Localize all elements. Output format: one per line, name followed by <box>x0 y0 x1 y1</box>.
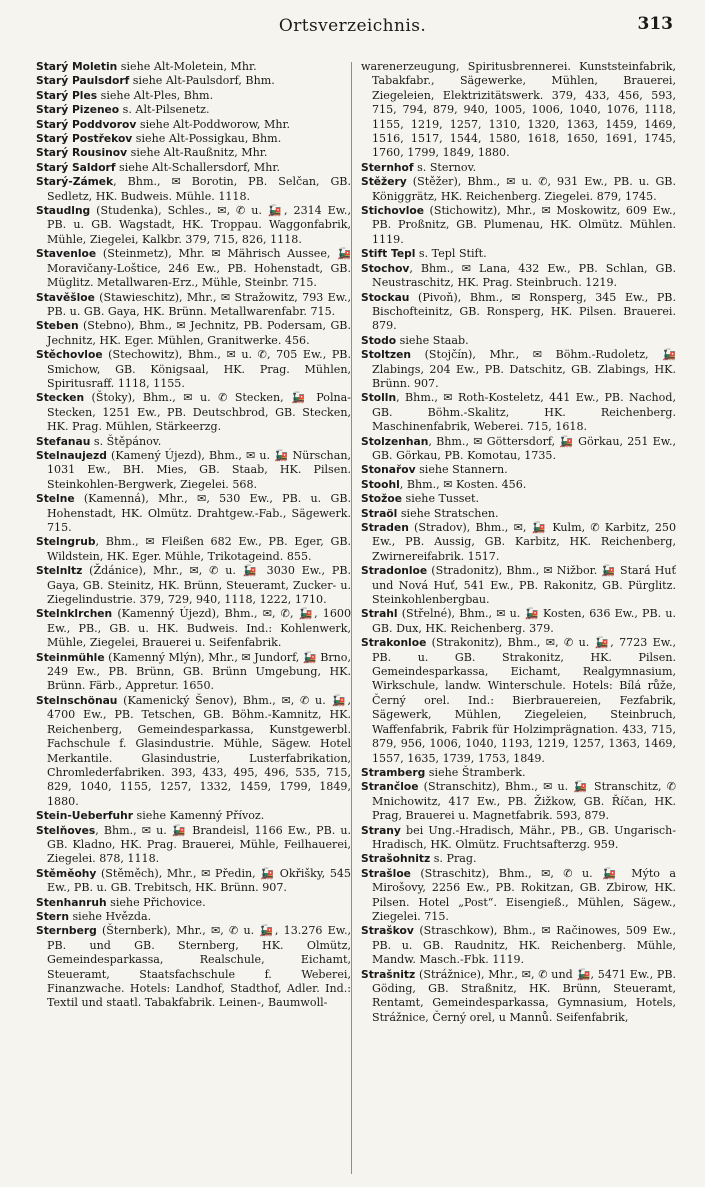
entry-text: siehe Alt-Paulsdorf, Bhm. <box>129 74 275 88</box>
entry-text: s. Štěpánov. <box>90 434 162 448</box>
entry-headword: Straškov <box>361 924 414 938</box>
entry-headword: Stelňoves <box>36 823 96 837</box>
entry-text: (Strážnice), Mhr., ✉, ✆ und 🚂, 5471 Ew., PB. Göding, GB. Straßnitz, HK. Brünn, Steueramt, Rentamt, Gemeindesparkassa, Gymnasium, Hotels, Strážnice, Černý orel, u Mannů. Seifenfabrik, <box>372 967 676 1024</box>
entry-headword: Stoohl <box>361 477 400 491</box>
entry-text: s. Tepl Stift. <box>415 247 487 261</box>
entry-headword: Stichovloe <box>361 204 424 218</box>
gazetteer-entry <box>361 780 676 823</box>
entry-text: (Kamenný Újezd), Bhm., ✉, ✆, 🚂, 1600 Ew., PB., GB. u. HK. Budweis. Ind.: Kohlenwerk, Mühle, Ziegelei, Brauerei u. Seifenfabrik. <box>47 607 351 650</box>
running-title: Ortsverzeichnis. <box>278 16 427 36</box>
entry-text: siehe Staab. <box>396 333 469 347</box>
entry-headword: Steinmühle <box>36 650 105 664</box>
gazetteer-entry <box>361 852 676 866</box>
gazetteer-entry <box>36 291 351 320</box>
gazetteer-entry <box>36 535 351 564</box>
entry-headword: Stěchovloe <box>36 348 103 362</box>
gazetteer-entry <box>361 204 676 247</box>
gazetteer-entry <box>361 492 676 506</box>
gazetteer-entry <box>36 896 351 910</box>
entry-text: s. Prag. <box>430 852 477 866</box>
gazetteer-entry <box>361 824 676 853</box>
gazetteer-entry <box>36 60 351 74</box>
gazetteer-entry <box>361 924 676 967</box>
entry-text: (Stebno), Bhm., ✉ Jechnitz, PB. Podersam, GB. Jechnitz, HK. Eger. Mühlen, Granitwerke. 456. <box>47 319 351 347</box>
entry-headword: Starý Ples <box>36 88 98 102</box>
entry-headword: Strančloe <box>361 780 419 794</box>
entry-text: (Štoky), Bhm., ✉ u. ✆ Stecken, 🚂 Polna-Stecken, 1251 Ew., PB. Deutschbrod, GB. Stecken, HK. Prag. Mühlen, Stärkeerzg. <box>47 391 351 434</box>
gazetteer-entry <box>36 247 351 290</box>
gazetteer-entry <box>361 435 676 464</box>
entry-text: (Stěžer), Bhm., ✉ u. ✆, 931 Ew., PB. u. GB. Königgrätz, HK. Reichenberg. Ziegelei. 879, 1745. <box>372 175 676 203</box>
entry-text: , Bhm., ✉ Fleißen 682 Ew., PB. Eger, GB. Wildstein, HK. Eger. Mühle, Trikotageind. 855. <box>47 535 351 563</box>
entry-text: (Kamenný Mlýn), Mhr., ✉ Jundorf, 🚂 Brno, 249 Ew., PB. Brünn, GB. Brünn Umgebung, HK. Brünn. Färb., Appretur. 1650. <box>47 650 351 693</box>
entry-text: siehe Tusset. <box>401 492 480 506</box>
gazetteer-entry <box>361 391 676 434</box>
entry-text: (Kamenná), Mhr., ✉, 530 Ew., PB. u. GB. Hohenstadt, HK. Olmütz. Drahtgew.-Fab., Sägewerk. 715. <box>47 492 351 534</box>
gazetteer-entry <box>36 694 351 809</box>
entry-text: (Pivoň), Bhm., ✉ Ronsperg, 345 Ew., PB. Bischofteinitz, GB. Ronsperg, HK. Pilsen. Brauerei. 879. <box>372 290 676 333</box>
entry-headword: Strašnitz <box>361 967 416 981</box>
entry-headword: Stockau <box>361 290 410 304</box>
entry-text: warenerzeugung, Spiritusbrennerei. Kunststeinfabrik, Tabakfabr., Sägewerke, Mühlen, Brauerei, Ziegeleien, Elektrizitätswerk. 379, 433, 456, 593, 715, 794, 879, 940, 1005, 1006, 1040, 1076, 1118, 1155, 1219, 1257, 1310, 1320, 1363, 1459, 1469, 1516, 1517, 1544, 1580, 1618, 1650, 1691, 1745, 1760, 1799, 1849, 1880. <box>361 60 676 160</box>
entry-headword: Stelnschönau <box>36 693 118 707</box>
entry-headword: Stěžery <box>361 175 407 189</box>
entry-text: (Straschitz), Bhm., ✉, ✆ u. 🚂 Mýto a Mirošovy, 2256 Ew., PB. Rokitzan, GB. Zbirow, HK. Pilsen. Hotel „Post“. Eisengieß., Mühlen, Sägew., Ziegelei. 715. <box>372 866 676 923</box>
entry-headword: Strany <box>361 823 401 837</box>
entry-text: (Stechowitz), Bhm., ✉ u. ✆, 705 Ew., PB. Smichow, GB. Königsaal, HK. Prag. Mühlen, Spiritusraff. 1118, 1155. <box>47 348 351 390</box>
gazetteer-entry <box>361 521 676 564</box>
gazetteer-entry <box>36 391 351 434</box>
entry-headword: Stradonloe <box>361 564 428 578</box>
gazetteer-entry <box>361 348 676 391</box>
entry-headword: Stěměohy <box>36 866 97 880</box>
gazetteer-entry <box>36 146 351 160</box>
gazetteer-entry <box>36 824 351 867</box>
entry-headword: Stodo <box>361 333 397 347</box>
entry-headword: Starý-Zámek <box>36 175 114 189</box>
entry-text: siehe Stratschen. <box>397 506 499 520</box>
entry-text: (Stradonitz), Bhm., ✉ Nižbor. 🚂 Stará Huť und Nová Huť, 541 Ew., PB. Rakonitz, GB. Pürglitz. Steinkohlenbergbau. <box>372 564 676 607</box>
gazetteer-entry <box>36 132 351 146</box>
entry-text: (Stěměch), Mhr., ✉ Předin, 🚂 Okřišky, 545 Ew., PB. u. GB. Trebitsch, HK. Brünn. 907. <box>47 866 351 895</box>
entry-headword: Stelnaujezd <box>36 448 107 462</box>
gazetteer-entry <box>36 910 351 924</box>
column-divider <box>351 62 352 1174</box>
entry-text: (Stojčín), Mhr., ✉ Böhm.-Rudoletz, 🚂 Zlabings, 204 Ew., PB. Datschitz, GB. Zlabings, HK. Brünn. 907. <box>372 348 676 390</box>
gazetteer-entry <box>36 867 351 896</box>
entry-text: s. Sternov. <box>413 160 477 174</box>
entry-headword: Stavenloe <box>36 247 97 261</box>
gazetteer-entry <box>36 607 351 650</box>
entry-headword: Stelne <box>36 492 75 506</box>
gazetteer-entry <box>361 478 676 492</box>
entry-headword: Stelngrub <box>36 535 96 549</box>
gazetteer-entry <box>361 175 676 204</box>
entry-headword: Straden <box>361 521 409 534</box>
entry-headword: Stoltzen <box>361 348 411 362</box>
gazetteer-entry <box>361 291 676 334</box>
gazetteer-entry <box>36 492 351 535</box>
entry-headword: Stramberg <box>361 765 426 779</box>
entry-text: (Střelné), Bhm., ✉ u. 🚂 Kosten, 636 Ew., PB. u. GB. Dux, HK. Reichenberg. 379. <box>372 607 676 635</box>
entry-text: siehe Alt-Moletein, Mhr. <box>117 60 257 73</box>
gazetteer-entry <box>36 564 351 607</box>
gazetteer-entry <box>36 175 351 204</box>
gazetteer-entry <box>361 867 676 925</box>
entry-text: (Straschkow), Bhm., ✉ Račinowes, 509 Ew., PB. u. GB. Raudnitz, HK. Reichenberg. Mühle, Mandw. Masch.-Fbk. 1119. <box>372 924 676 967</box>
entry-text: (Kamený Újezd), Bhm., ✉ u. 🚂 Nürschan, 1031 Ew., BH. Mies, GB. Staab, HK. Pilsen. Steinkohlen-Bergwerk, Ziegelei. 568. <box>47 448 351 491</box>
gazetteer-entry <box>361 262 676 291</box>
entry-headword: Sternberg <box>36 924 97 938</box>
gazetteer-entry <box>36 651 351 694</box>
entry-text: siehe Hvězda. <box>68 909 152 923</box>
entry-text: siehe Alt-Possigkau, Bhm. <box>132 132 282 146</box>
gazetteer-entry <box>361 564 676 607</box>
entry-text: siehe Přichovice. <box>106 895 206 909</box>
gazetteer-entry <box>36 449 351 492</box>
entry-headword: Starý Moletin <box>36 60 118 73</box>
entry-headword: Starý Poddvorov <box>36 117 137 131</box>
right-column <box>361 60 676 1025</box>
entry-text: siehe Alt-Schallersdorf, Mhr. <box>115 160 280 174</box>
entry-headword: Strahl <box>361 607 398 621</box>
entry-text: (Studenka), Schles., ✉, ✆ u. 🚂, 2314 Ew., PB. u. GB. Wagstadt, HK. Troppau. Waggonfabrik, Mühle, Ziegelei, Kalkbr. 379, 715, 826, 1118. <box>47 204 351 246</box>
entry-text: (Stradov), Bhm., ✉, 🚂 Kulm, ✆ Karbitz, 250 Ew., PB. Aussig, GB. Karbitz, HK. Reichenberg, Zwirnereifabrik. 1517. <box>372 521 676 563</box>
entry-headword: Straöl <box>361 506 398 520</box>
entry-text: siehe Štramberk. <box>425 765 526 779</box>
gazetteer-entry <box>361 968 676 1026</box>
entry-headword: Stavěšloe <box>36 290 95 304</box>
entry-headword: Stecken <box>36 391 85 405</box>
entry-headword: Strakonloe <box>361 636 427 650</box>
entry-headword: Stein-Ueberfuhr <box>36 809 133 823</box>
entry-text: (Strakonitz), Bhm., ✉, ✆ u. 🚂, 7723 Ew., PB. u. GB. Strakonitz, HK. Pilsen. Gemeindesparkassa, Eichamt, Realgymnasium, Wirkschule, landw. Winterschule. Hotels: Bílá růže, Černý orel. Ind.: Bierbrauereien, Fezfabrik, Sägewerk, Mühlen, Ziegeleien, Steinbruch, Waffenfabrik, Fabrik für Holzimprägnation. 433, 715, 879, 956, 1006, 1040, 1193, 1219, 1257, 1363, 1469, 1557, 1635, 1739, 1753, 1849. <box>372 636 676 765</box>
entry-headword: Stolzenhan <box>361 434 429 448</box>
gazetteer-entry <box>361 334 676 348</box>
gazetteer-entry <box>361 636 676 766</box>
entry-headword: Stolln <box>361 391 397 405</box>
entry-text: s. Alt-Pilsenetz. <box>119 103 210 117</box>
entry-headword: Stefanau <box>36 434 91 448</box>
entry-text: bei Ung.-Hradisch, Mähr., PB., GB. Ungarisch-Hradisch, HK. Olmütz. Fruchtsafterzg. 959. <box>372 823 676 851</box>
gazetteer-entry <box>361 766 676 780</box>
left-column <box>36 60 351 1011</box>
entry-text: (Šternberk), Mhr., ✉, ✆ u. 🚂, 13.276 Ew., PB. und GB. Sternberg, HK. Olmütz, Gemeindesparkassa, Realschule, Eichamt, Steueramt, Staatsfachschule f. Weberei, Finanzwache. Hotels: Landhof, Stadthof, Adler. Ind.: Textil und staatl. Tabakfabrik. Leinen-, Baumwoll- <box>47 924 351 1010</box>
gazetteer-entry <box>36 103 351 117</box>
entry-text: , Bhm., ✉ Roth-Kosteletz, 441 Ew., PB. Nachod, GB. Böhm.-Skalitz, HK. Reichenberg. Maschinenfabrik, Weberei. 715, 1618. <box>372 391 676 434</box>
entry-text: , Bhm., ✉ Göttersdorf, 🚂 Görkau, 251 Ew., GB. Görkau, PB. Komotau, 1735. <box>372 434 676 462</box>
page-number: 313 <box>637 14 673 34</box>
gazetteer-entry <box>36 74 351 88</box>
entry-headword: Stochov <box>361 261 410 275</box>
entry-headword: Stožoe <box>361 492 402 506</box>
entry-headword: Starý Saldorf <box>36 160 116 174</box>
gazetteer-entry <box>361 607 676 636</box>
entry-text: siehe Kamenný Přívoz. <box>133 809 265 823</box>
entry-headword: Strašohnitz <box>361 852 431 866</box>
entry-headword: Stelnltz <box>36 564 83 578</box>
gazetteer-entry <box>36 161 351 175</box>
gazetteer-entry <box>361 247 676 261</box>
page-header <box>0 0 705 44</box>
entry-text: siehe Stannern. <box>415 463 508 477</box>
entry-text: (Stawieschitz), Mhr., ✉ Stražowitz, 793 Ew., PB. u. GB. Gaya, HK. Brünn. Metallwarenfabr. 715. <box>47 290 351 318</box>
entry-headword: Stonařov <box>361 463 416 477</box>
entry-headword: Stenhanruh <box>36 895 107 909</box>
entry-text: (Steinmetz), Mhr. ✉ Mährisch Aussee, 🚂 Moravičany-Loštice, 246 Ew., PB. Hohenstadt, GB. Müglitz. Metallwaren-Erz., Mühle, Steinbr. 715. <box>47 247 351 290</box>
entry-text: siehe Alt-Poddworow, Mhr. <box>136 117 291 131</box>
gazetteer-entry <box>36 348 351 391</box>
gazetteer-entry <box>36 319 351 348</box>
entry-headword: Steben <box>36 319 79 333</box>
entry-text: (Ždánice), Mhr., ✉, ✆ u. 🚂 3030 Ew., PB. Gaya, GB. Steinitz, HK. Brünn, Steueramt, Zucker- u. Ziegelindustrie. 379, 729, 940, 1118, 1222, 1710. <box>47 564 351 607</box>
entry-text: (Stranschitz), Bhm., ✉ u. 🚂 Stranschitz, ✆ Mnichowitz, 417 Ew., PB. Žižkow, GB. Říčan, HK. Prag, Brauerei u. Magnetfabrik. 593, 879. <box>372 780 676 823</box>
entry-text: , Bhm., ✉ u. 🚂 Brandeisl, 1166 Ew., PB. u. GB. Kladno, HK. Prag. Brauerei, Mühle, Feilhauerei, Ziegelei. 878, 1118. <box>47 823 351 866</box>
entry-headword: Starý Rousinov <box>36 146 128 160</box>
entry-headword: Strašloe <box>361 866 411 880</box>
gazetteer-entry <box>36 204 351 247</box>
gazetteer-entry <box>36 118 351 132</box>
entry-text: (Kamenický Šenov), Bhm., ✉, ✆ u. 🚂, 4700 Ew., PB. Tetschen, GB. Böhm.-Kamnitz, HK. Reichenberg, Gemeindesparkassa, Kunstgewerbl. Fachschule f. Glasindustrie. Mühle, Sägew. Hotel Merkantile. Glasindustrie, Lusterfabrikation, Chromlederfabriken. 393, 433, 495, 496, 535, 715, 829, 1040, 1155, 1257, 1332, 1459, 1799, 1849, 1880. <box>47 693 351 808</box>
entry-headword: Sternhof <box>361 160 414 174</box>
entry-headword: Stift Tepl <box>361 247 416 261</box>
entry-text: , Bhm., ✉ Kosten. 456. <box>399 477 527 491</box>
entry-headword: Stelnklrchen <box>36 607 113 621</box>
gazetteer-entry <box>36 89 351 103</box>
gazetteer-entry <box>361 161 676 175</box>
gazetteer-entry <box>361 507 676 521</box>
entry-text: , Bhm., ✉ Borotin, PB. Selčan, GB. Sedletz, HK. Budweis. Mühle. 1118. <box>47 175 351 203</box>
entry-headword: Stern <box>36 909 69 923</box>
entry-headword: Starý Postřekov <box>36 132 133 146</box>
entry-text: siehe Alt-Raußnitz, Mhr. <box>127 146 268 160</box>
entry-headword: Starý Pizeneo <box>36 103 120 117</box>
entry-headword: Staudlng <box>36 204 91 218</box>
gazetteer-entry <box>361 60 676 161</box>
entry-text: (Stichowitz), Mhr., ✉ Moskowitz, 609 Ew., PB. Proßnitz, GB. Plumenau, HK. Olmütz. Mühlen. 1119. <box>372 204 676 246</box>
entry-text: , Bhm., ✉ Lana, 432 Ew., PB. Schlan, GB. Neustraschitz, HK. Prag. Steinbruch. 1219. <box>372 261 676 290</box>
gazetteer-entry <box>36 435 351 449</box>
entry-text: siehe Alt-Ples, Bhm. <box>97 88 214 102</box>
gazetteer-entry <box>361 463 676 477</box>
gazetteer-entry <box>36 924 351 1010</box>
entry-headword: Starý Paulsdorf <box>36 74 130 88</box>
gazetteer-entry <box>36 809 351 823</box>
